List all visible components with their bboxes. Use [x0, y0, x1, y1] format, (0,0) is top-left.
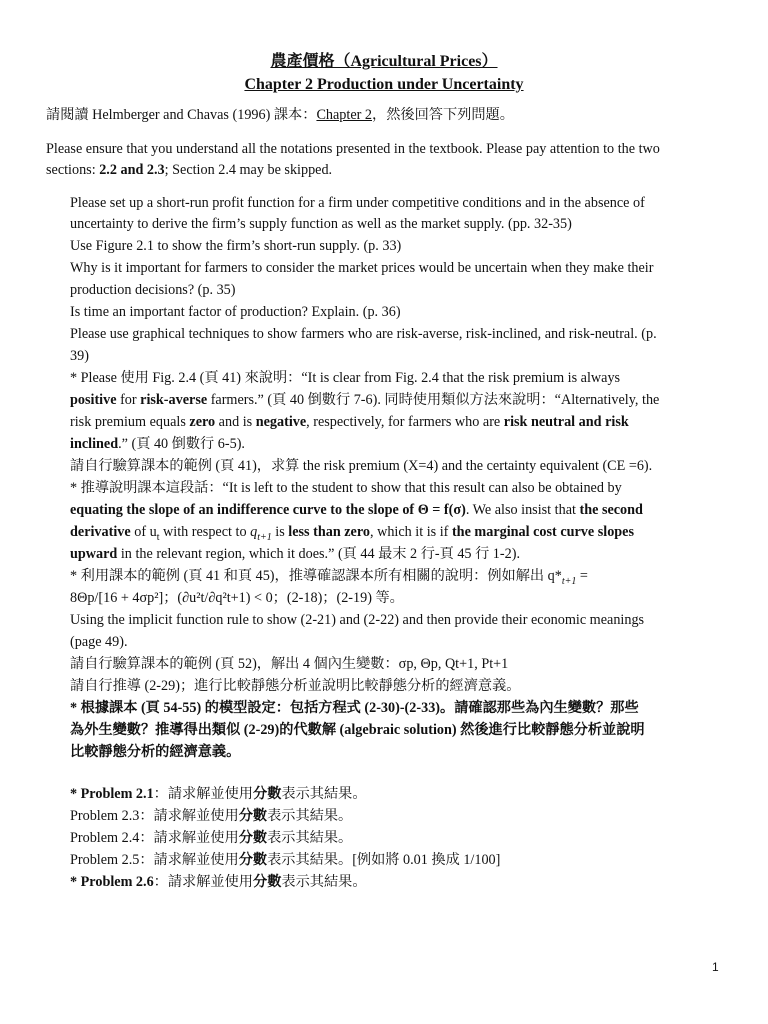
page-number: 1	[712, 960, 719, 974]
q8-text: with respect to	[159, 524, 251, 540]
problem-text: ：請求解並使用	[139, 808, 239, 824]
q9-sub: t+1	[561, 575, 577, 587]
q8-upward: upward	[70, 546, 118, 562]
problem-fraction: 分數	[253, 874, 282, 890]
chapter-link: Chapter 2	[316, 107, 372, 123]
q8-qsub: t+1	[257, 531, 272, 543]
question-10-line-1: Using the implicit function rule to show (2-21) and (2-22) and then provide their economic meanings	[70, 612, 645, 628]
q6-text: farmers.” (頁 40 倒數行 7-6). 同時使用類似方法來說明：“Alternatively, the	[207, 392, 660, 408]
question-8-line-4	[70, 544, 520, 564]
problem-label: * Problem 2.6	[70, 874, 154, 890]
problem-2-3	[70, 806, 352, 826]
q9-equals: =	[576, 568, 588, 584]
q8-second: the second	[579, 502, 643, 518]
question-8-line-2	[70, 500, 643, 520]
problem-fraction: 分數	[238, 830, 268, 846]
question-9-line-2: 8Θp/[16 + 4σp²]；(∂u²t/∂q²t+1) < 0；(2-18)；(2-19) 等。	[70, 590, 404, 606]
question-8-line-1: * 推導說明課本這段話：“It is left to the student to show that this result can also be obtained by	[70, 480, 622, 496]
problem-text: ：請求解並使用	[139, 852, 239, 868]
q8-q: q	[250, 524, 258, 540]
problem-label: Problem 2.3	[70, 808, 140, 824]
problem-2-4	[70, 828, 352, 848]
problem-fraction: 分數	[238, 808, 268, 824]
q8-text: is	[271, 524, 289, 540]
q6-inclined: inclined	[70, 436, 119, 452]
problem-fraction: 分數	[253, 786, 282, 802]
question-11: 請自行驗算課本的範例 (頁 52)，解出 4 個內生變數：σp, Θp, Qt+1, Pt+1	[70, 656, 509, 672]
question-7: 請自行驗算課本的範例 (頁 41)，求算 the risk premium (X=4) and the certainty equivalent (CE =6).	[70, 458, 653, 474]
problem-tail: 表示其結果。	[281, 874, 367, 890]
q8-text: of u	[130, 524, 157, 540]
problem-2-1	[70, 784, 367, 804]
q6-text: , respectively, for farmers who are	[306, 414, 504, 430]
question-1-line-1: Please set up a short-run profit function for a firm under competitive conditions and in the absence of	[70, 195, 645, 211]
q9-text: * 利用課本的範例 (頁 41 和頁 45)，推導確認課本所有相關的說明：例如解出 q*	[70, 568, 562, 584]
question-10-line-2: (page 49).	[70, 634, 128, 650]
question-6-line-1: * Please 使用 Fig. 2.4 (頁 41) 來說明：“It is clear from Fig. 2.4 that the risk premium is always	[70, 370, 621, 386]
q6-negative: negative	[255, 414, 307, 430]
q6-text: for	[116, 392, 141, 408]
q6-text: and is	[215, 414, 256, 430]
ensure-sections: 2.2 and 2.3	[99, 162, 165, 178]
question-1-line-2: uncertainty to derive the firm’s supply function as well as the market supply. (pp. 32-35)	[70, 216, 572, 232]
ensure-line-2	[46, 160, 332, 180]
q8-text: . We also insist that	[465, 502, 580, 518]
q8-derivative: derivative	[70, 524, 131, 540]
question-3-line-2: production decisions? (p. 35)	[70, 282, 236, 298]
question-6-line-2	[70, 390, 659, 410]
title-chinese: 農產價格（Agricultural Prices）	[270, 53, 498, 70]
intro-text: 請閱讀 Helmberger and Chavas (1996) 課本：	[46, 107, 317, 123]
q6-zero: zero	[189, 414, 216, 430]
question-6-line-4	[70, 434, 245, 454]
question-4: Is time an important factor of production? Explain. (p. 36)	[70, 304, 401, 320]
q6-text: .” (頁 40 倒數行 6-5).	[118, 436, 245, 452]
problem-text: ：請求解並使用	[153, 786, 253, 802]
question-13-line-2: 為外生變數？推導得出類似 (2-29)的代數解 (algebraic solution) 然後進行比較靜態分析並說明	[70, 722, 645, 738]
problem-label: Problem 2.5	[70, 852, 140, 868]
q6-text: risk premium equals	[70, 414, 190, 430]
ensure-line-1: Please ensure that you understand all the notations presented in the textbook. Please pay attention to the two	[46, 141, 660, 157]
problem-tail: 表示其結果。	[281, 786, 367, 802]
ensure-tail: ; Section 2.4 may be skipped.	[164, 162, 333, 178]
problem-label: Problem 2.4	[70, 830, 140, 846]
question-5-line-1: Please use graphical techniques to show farmers who are risk-averse, risk-inclined, and risk-neutral. (p.	[70, 326, 657, 342]
q6-positive: positive	[70, 392, 117, 408]
problem-tail: 表示其結果。	[267, 830, 353, 846]
problem-label: * Problem 2.1	[70, 786, 154, 802]
q8-text: in the relevant region, which it does.” (頁 44 最末 2 行-頁 45 行 1-2).	[117, 546, 520, 562]
q8-marginal-cost: the marginal cost curve slopes	[451, 524, 635, 540]
q8-less-than-zero: less than zero	[288, 524, 370, 540]
ensure-text: sections:	[46, 162, 100, 178]
problem-fraction: 分數	[238, 852, 268, 868]
q6-risk-neutral: risk neutral and risk	[503, 414, 629, 430]
reading-instruction	[46, 105, 514, 125]
question-5-line-2: 39)	[70, 348, 89, 364]
q8-sub: t	[156, 531, 160, 543]
problem-tail: 表示其結果。	[267, 808, 353, 824]
problem-2-6	[70, 872, 367, 892]
q8-equating: equating the slope of an indifference curve to the slope of Θ = f(σ)	[70, 502, 466, 518]
question-6-line-3	[70, 412, 629, 432]
question-13-line-1: * 根據課本 (頁 54-55) 的模型設定：包括方程式 (2-30)-(2-33)。請確認那些為內生變數？那些	[70, 700, 639, 716]
question-13-line-3: 比較靜態分析的經濟意義。	[70, 744, 241, 760]
question-2: Use Figure 2.1 to show the firm’s short-run supply. (p. 33)	[70, 238, 402, 254]
problem-text: ：請求解並使用	[153, 874, 253, 890]
question-12: 請自行推導 (2-29)；進行比較靜態分析並說明比較靜態分析的經濟意義。	[70, 678, 521, 694]
problem-2-5	[70, 850, 500, 870]
q8-text: , which it is if	[369, 524, 452, 540]
problem-tail: 表示其結果。[例如將 0.01 換成 1/100]	[267, 852, 501, 868]
q6-risk-averse: risk-averse	[140, 392, 208, 408]
question-3-line-1: Why is it important for farmers to consider the market prices would be uncertain when they make their	[70, 260, 654, 276]
intro-tail: ，然後回答下列問題。	[372, 107, 514, 123]
problem-text: ：請求解並使用	[139, 830, 239, 846]
title-chapter: Chapter 2 Production under Uncertainty	[244, 76, 524, 93]
